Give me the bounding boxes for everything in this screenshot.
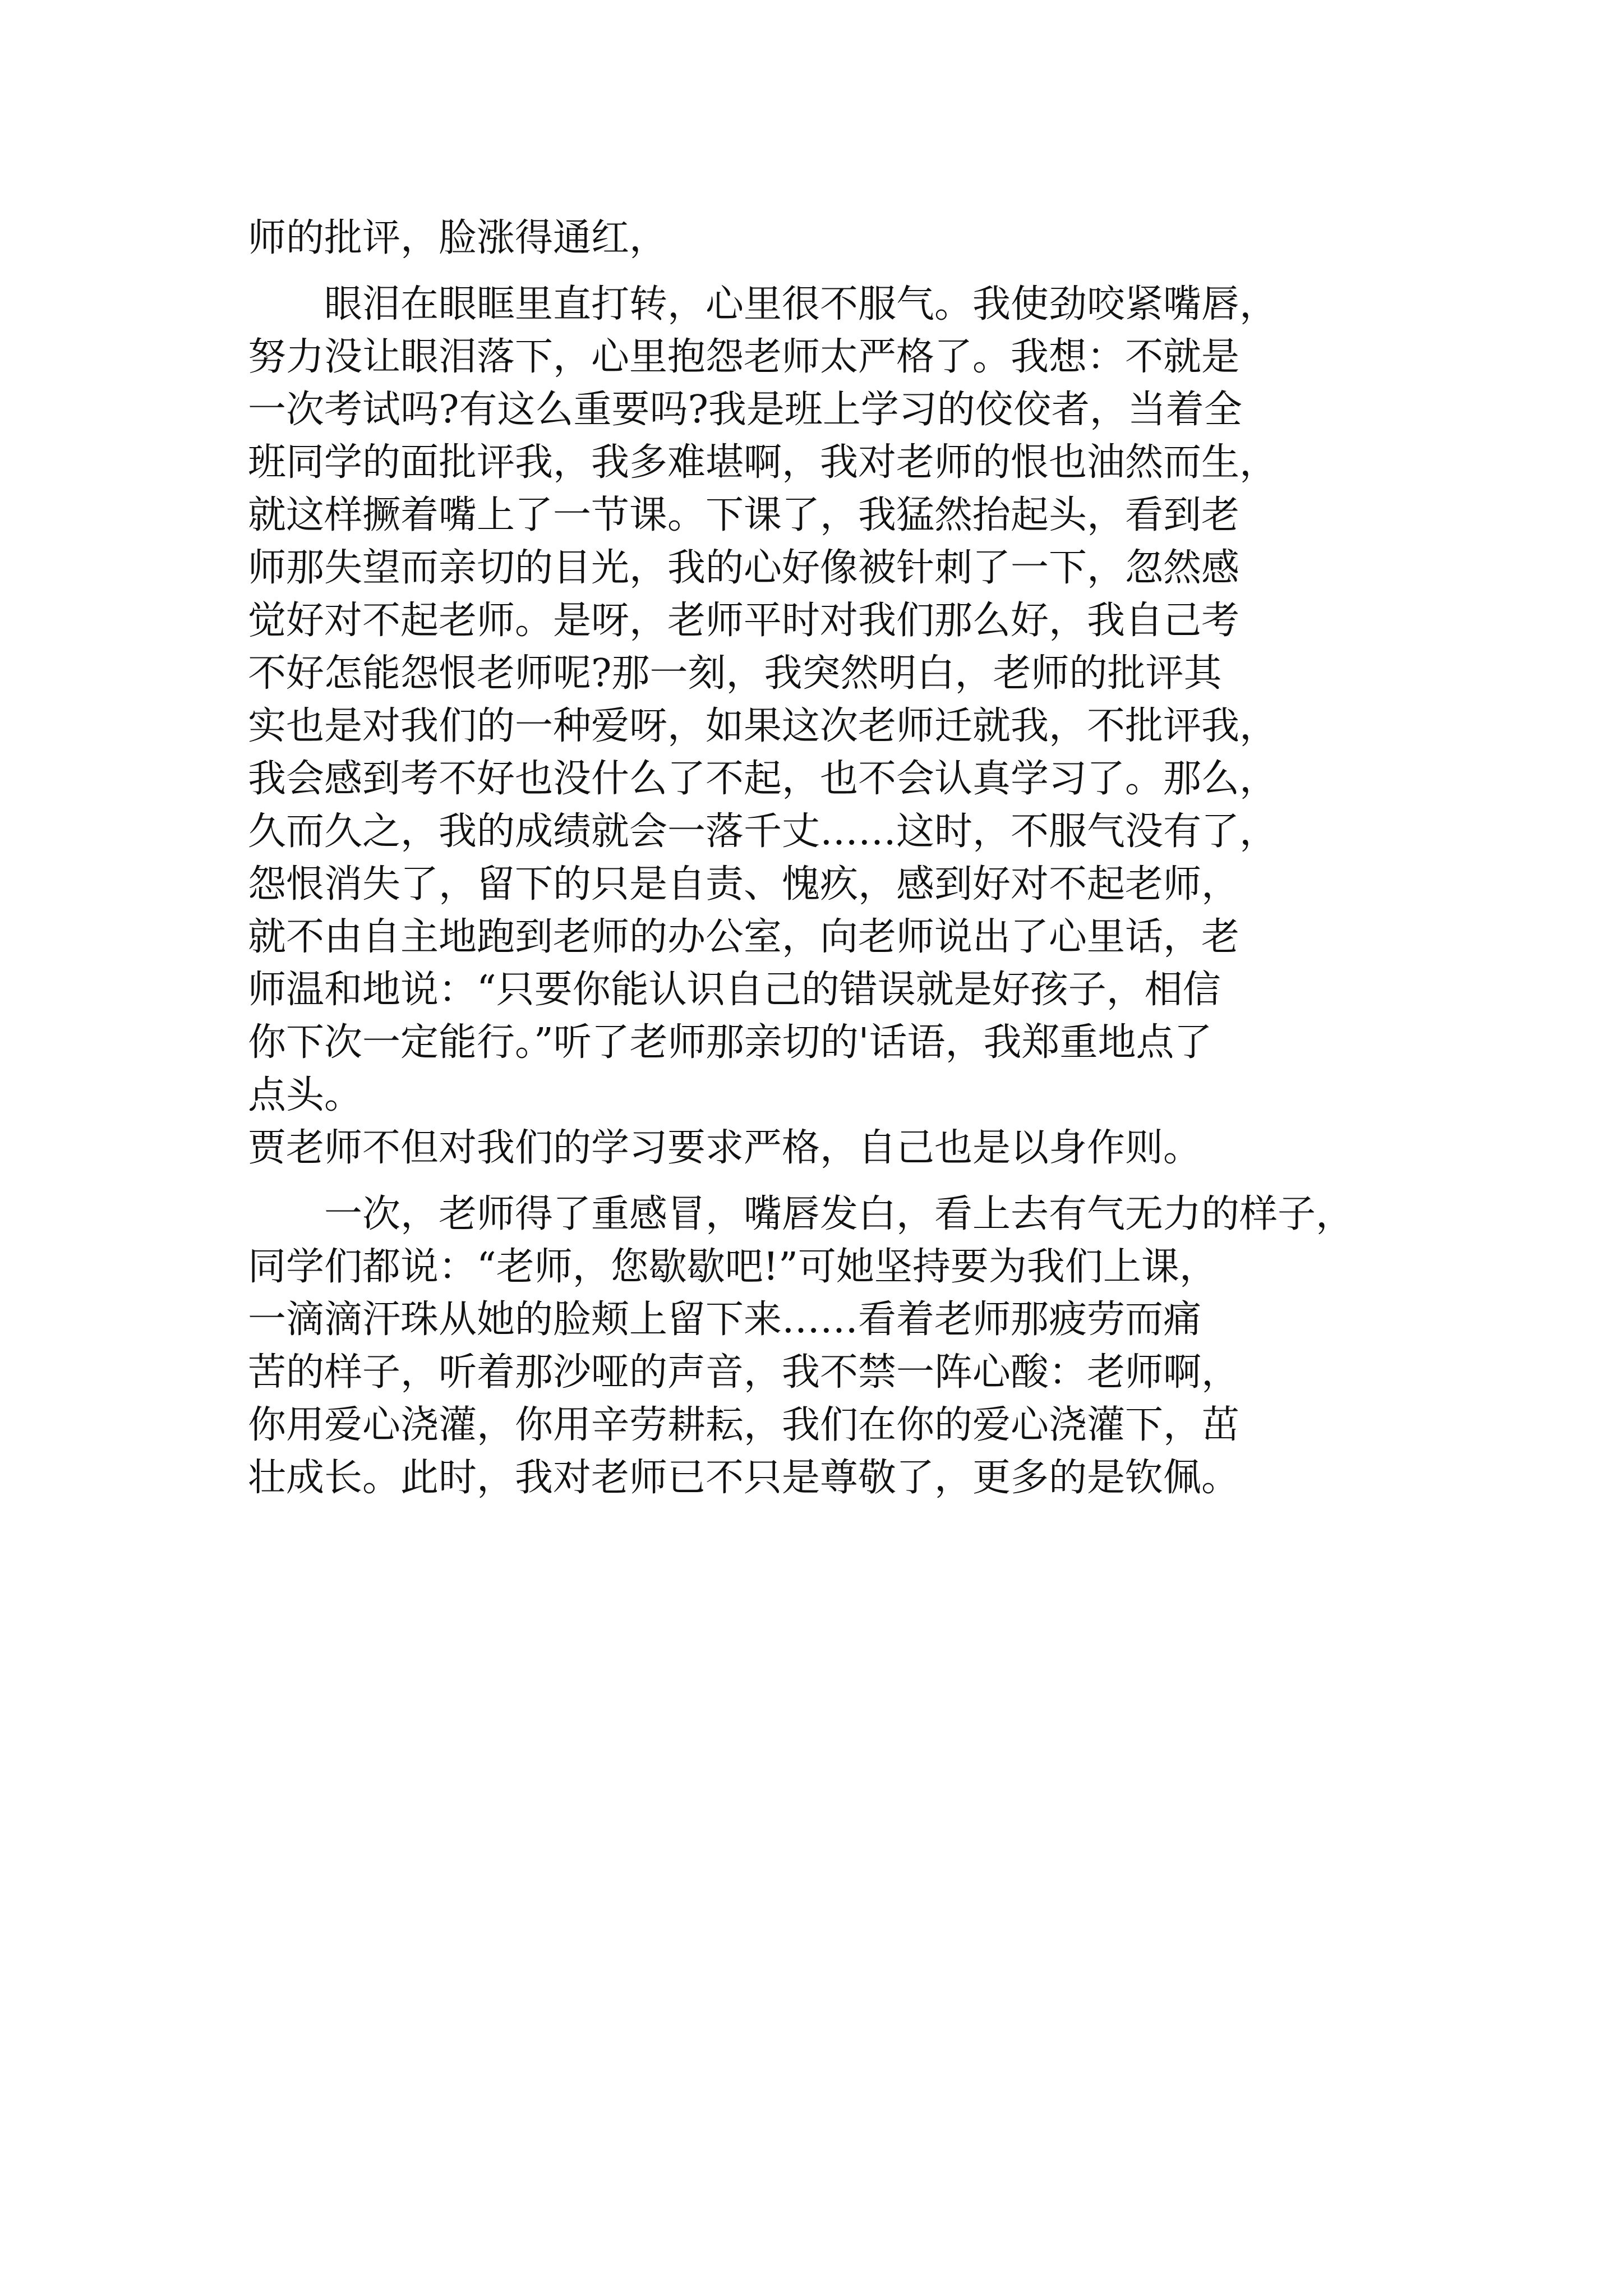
text-line: 一次考试吗?有这么重要吗?我是班上学习的佼佼者，当着全 [248,388,1242,432]
text-line: 同学们都说：“老师，您歇歇吧!”可她坚持要为我们上课， [248,1245,1218,1289]
text-line: 就这样撅着嘴上了一节课。下课了，我猛然抬起头，看到老 [248,493,1240,537]
text-line: 怨恨消失了，留下的只是自责、愧疚，感到好对不起老师， [248,862,1240,907]
text-line: 久而久之，我的成绩就会一落千丈……这时，不服气没有了， [248,809,1278,854]
text-line: 师那失望而亲切的目光，我的心好像被针刺了一下，忽然感 [248,546,1240,590]
text-line: 努力没让眼泪落下，心里抱怨老师太严格了。我想：不就是 [248,335,1240,379]
text-line: 一滴滴汗珠从她的脸颊上留下来……看着老师那疲劳而痛 [248,1297,1202,1342]
text-line: 觉好对不起老师。是呀，老师平时对我们那么好，我自己考 [248,599,1240,643]
paragraph-start-line: 眼泪在眼眶里直打转，心里很不服气。我使劲咬紧嘴唇， [324,282,1278,326]
text-line: 点头。 [248,1073,363,1117]
text-line: 实也是对我们的一种爱呀，如果这次老师迁就我，不批评我， [248,704,1278,748]
text-line: 我会感到考不好也没什么了不起，也不会认真学习了。那么， [248,757,1278,801]
text-line: 贾老师不但对我们的学习要求严格，自己也是以身作则。 [248,1126,1202,1170]
text-line: 苦的样子，听着那沙哑的声音，我不禁一阵心酸：老师啊， [248,1350,1240,1395]
text-line: 不好怎能怨恨老师呢?那一刻，我突然明白，老师的批评其 [248,651,1222,696]
paragraph-start-line: 一次，老师得了重感冒，嘴唇发白，看上去有气无力的样子， [324,1192,1354,1236]
text-line: 壮成长。此时，我对老师已不只是尊敬了，更多的是钦佩。 [248,1456,1240,1500]
text-line: 师温和地说：“只要你能认识自己的错误就是好孩子，相信 [248,968,1221,1012]
text-line: 你下次一定能行。”听了老师那亲切的'话语，我郑重地点了 [248,1020,1212,1065]
text-line: 师的批评，脸涨得通红， [248,216,668,260]
text-line: 你用爱心浇灌，你用辛劳耕耘，我们在你的爱心浇灌下，茁 [248,1403,1240,1447]
body-text [248,212,1392,1504]
text-line: 就不由自主地跑到老师的办公室，向老师说出了心里话，老 [248,915,1240,959]
text-line: 班同学的面批评我，我多难堪啊，我对老师的恨也油然而生， [248,440,1278,485]
